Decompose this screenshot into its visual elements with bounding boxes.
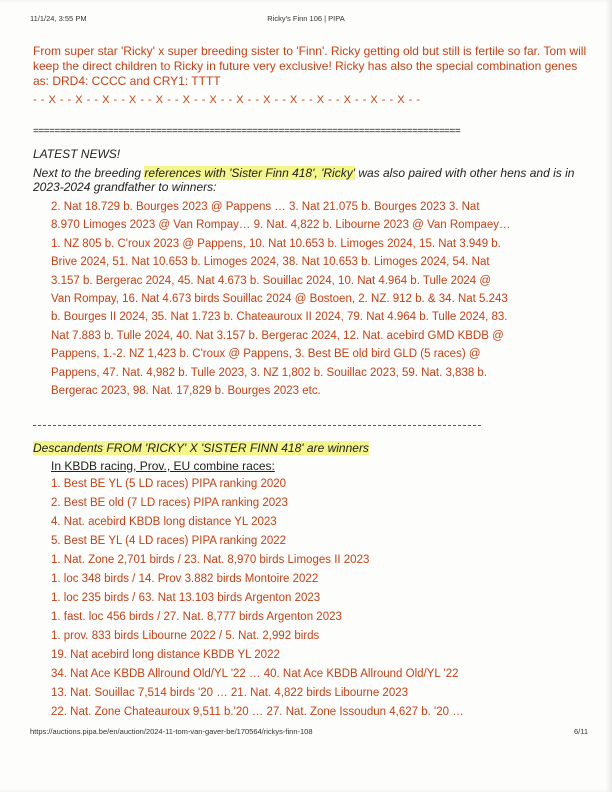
list-item: 13. Nat. Souillac 7,514 birds '20 … 21. Nat. 4,822 birds Libourne 2023 [51,687,409,699]
list-item: 1. loc 348 birds / 14. Prov 3.882 birds Montoire 2022 [51,573,319,585]
news-lead-highlight: references with 'Sister Finn 418', 'Ricky' [144,166,355,180]
x-separator: - - X - - X - - X - - X - - X - - X - - X - - X - - X - - X - - X - - X - - X - - X - - [33,94,421,106]
intro-paragraph: From super star 'Ricky' x super breeding sister to 'Finn'. Ricky getting old but still is fertile so far. Tom will keep the direct children to Ricky in future very exclusive! Ricky has also the special combination genes as: DRD4: CCCC and CRY1: TTTT [33,44,587,88]
descendants-results-list [51,475,464,722]
page-number: 6/11 [573,727,588,736]
list-item: 34. Nat Ace KBDB Allround Old/YL '22 … 40. Nat Ace KBDB Allround Old/YL '22 [51,668,459,680]
list-item: 2. Best BE old (7 LD races) PIPA ranking 2023 [51,497,288,509]
news-lead-before: Next to the breeding [33,166,145,180]
news-lead-paragraph [33,166,593,194]
news-lead-after: was also paired with other hens and is in 2023-2024 grandfather to winners: [33,166,575,194]
list-item: 5. Best BE YL (4 LD races) PIPA ranking 2022 [51,535,287,547]
list-item: 19. Nat acebird long distance KBDB YL 2022 [51,649,280,661]
dashed-divider [33,425,481,426]
list-item: 1. prov. 833 birds Libourne 2022 / 5. Nat. 2,992 birds [51,630,320,642]
footer-url-link[interactable]: https://auctions.pipa.be/en/auction/2024-11-tom-van-gaver-be/170564/rickys-finn-108 [30,727,313,736]
descendants-heading [33,441,369,455]
descendants-heading-text: Descandents FROM 'RICKY' X 'SISTER FINN 418' are winners [33,441,369,455]
list-item: 1. Nat. Zone 2,701 birds / 23. Nat. 8,970 birds Limoges II 2023 [51,554,370,566]
grandchildren-results: 2. Nat 18.729 b. Bourges 2023 @ Pappens … 3. Nat 21.075 b. Bourges 2023 3. Nat 8.970 Limoges 2023 @ Van Rompay… 9. Nat. 4,822 b. Libourne 2023 @ Van Rompaey… 1. NZ 805 b. C'roux 2023 @ Pappens, 10. Nat 10.653 b. Limoges 2024, 15. Nat 3.949 b. Brive 2024, 51. Nat 10.653 b. Limoges 2024, 38. Nat 10.653 b. Limoges 2024, 54. Nat 3.157 b. Bergerac 2024, 45. Nat 4.673 b. Souillac 2024, 10. Nat 4.964 b. Tulle 2024 @ Van Rompay, 16. Nat 4.673 birds Souillac 2024 @ Bostoen, 2. NZ. 912 b. & 34. Nat 5.243 b. Bourges II 2024, 35. Nat 1.723 b. Chateauroux II 2024, 79. Nat 4.964 b. Tulle 2024, 83. Nat 7.883 b. Tulle 2024, 40. Nat 3.157 b. Bergerac 2024, 12. Nat. acebird GMD KBDB @ Pappens, 1.-2. NZ 1,423 b. C'roux @ Pappens, 3. Best BE old bird GLD (5 races) @ Pappens, 47. Nat. 4,982 b. Tulle 2023, 3. NZ 1,802 b. Souillac 2023, 59. Nat. 3,838 b. Bergerac 2023, 98. Nat. 17,829 b. Bourges 2023 etc. [51,201,511,398]
list-item: 1. loc 235 birds / 63. Nat 13.103 birds Argenton 2023 [51,592,321,604]
descendants-subheading: In KBDB racing, Prov., EU combine races: [51,459,275,473]
list-item: 4. Nat. acebird KBDB long distance YL 2023 [51,516,277,528]
list-item: 1. fast. loc 456 birds / 27. Nat. 8,777 birds Argenton 2023 [51,611,342,623]
list-item: 1. Best BE YL (5 LD races) PIPA ranking 2020 [51,478,287,490]
equals-divider: ================================================================================ [33,126,461,137]
print-title: Ricky's Finn 106 | PIPA [267,14,345,23]
list-item: 22. Nat. Zone Chateauroux 9,511 b.'20 … 27. Nat. Zone Issoudun 4,627 b. '20 … [51,706,464,718]
latest-news-heading: LATEST NEWS! [33,147,121,161]
print-timestamp: 11/1/24, 3:55 PM [30,14,87,23]
